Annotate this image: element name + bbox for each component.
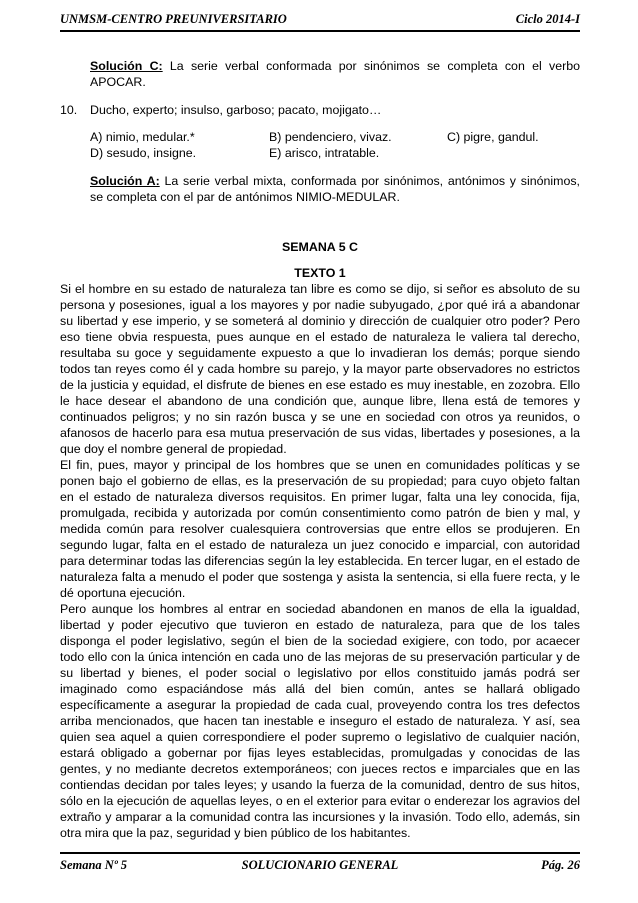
footer-rule xyxy=(60,852,580,854)
page-header xyxy=(60,9,580,29)
question-options xyxy=(90,129,580,161)
reading-passage xyxy=(60,281,580,841)
solution-c-block xyxy=(90,58,580,90)
passage-paragraph-2: El fin, pues, mayor y principal de los hombres que se unen en comunidades políticas y se ponen bajo el gobierno de ellas, es la preservación de su propiedad; para cuyo objeto faltan en el estado de naturaleza diversos requisitos. En primer lugar, falta una ley conocida, fija, promulgada, recibida y autorizada por común consentimiento como patrón de bien y mal, y medida común para resolver cualesquiera controversias que entre ellos se produjeren. En segundo lugar, falta en el estado de naturaleza un juez conocido e imparcial, con autoridad para determinar todas las diferencias según la ley establecida. En tercer lugar, en el estado de naturaleza falta a menudo el poder que sostenga y asista la sentencia, si ella fuere recta, y le dé oportuna ejecución. xyxy=(60,458,580,600)
header-cycle: Ciclo 2014-I xyxy=(515,11,580,26)
week-heading: SEMANA 5 C xyxy=(282,240,358,254)
option-c: C) pigre, gandul. xyxy=(447,130,539,144)
solution-a-block xyxy=(90,173,580,205)
option-d: D) sesudo, insigne. xyxy=(90,146,197,160)
solution-c-label: Solución C: xyxy=(90,59,163,73)
solution-a-text: La serie verbal mixta, conformada por sinónimos, antónimos y sinónimos, se completa con el par de antónimos NIMIO-MEDULAR. xyxy=(90,174,580,204)
question-10 xyxy=(60,102,580,118)
options-row-1 xyxy=(90,129,580,145)
passage-paragraph-3: Pero aunque los hombres al entrar en sociedad abandonen en manos de ella la igualdad, libertad y poder ejecutivo que tuvieron en estado de naturaleza, para que de los tales disponga el poder legislativo, según el bien de la sociedad exigiere, con todo, por acaecer todo ello con la única intención en cada uno de las mejoras de su preservación particular y de su libertad y bienes, el poder social o legislativo por ellos constituido jamás podrá ser imaginado como espaciándose más allá del bien común, antes se hallará obligado específicamente a asegurar la propiedad de cada cual, proveyendo contra los tres defectos arriba mencionados, que hacen tan inestable e inseguro el estado de naturaleza. Y así, sea quien sea aquel a quien correspondiere el poder supremo o legislativo de cualquier nación, estará obligado a gobernar por fijas leyes establecidas, promulgadas y conocidas de las gentes, y no mediante decretos extemporáneos; con jueces rectos e imparciales que en las contiendas decidan por tales leyes; y usando la fuerza de la comunidad, dentro de sus hitos, sólo en la ejecución de aquellas leyes, o en el exterior para evitar o enderezar los agravios del extraño y amparar a la comunidad contra las incursiones y la invasión. Todo ello, además, sin otra mira que la paz, seguridad y bien público de los habitantes. xyxy=(60,602,580,840)
question-number: 10. xyxy=(60,103,78,117)
question-text: Ducho, experto; insulso, garboso; pacato, mojigato… xyxy=(90,103,382,117)
footer-page-number: Pág. 26 xyxy=(541,857,580,872)
footer-week: Semana Nº 5 xyxy=(60,857,127,872)
option-e: E) arisco, intratable. xyxy=(269,146,380,160)
page-footer xyxy=(60,855,580,875)
options-row-2 xyxy=(90,145,580,161)
solution-c-text: La serie verbal conformada por sinónimos se completa con el verbo APOCAR. xyxy=(90,59,580,89)
text-heading: TEXTO 1 xyxy=(294,266,346,280)
footer-title: SOLUCIONARIO GENERAL xyxy=(241,857,399,872)
solution-a-label: Solución A: xyxy=(90,174,160,188)
page-content xyxy=(60,58,580,841)
header-institution: UNMSM-CENTRO PREUNIVERSITARIO xyxy=(60,11,287,26)
passage-paragraph-1: Si el hombre en su estado de naturaleza tan libre es como se dijo, si señor es absoluto de su persona y posesiones, igual a los mayores y por nadie subyugado, ¿por qué irá a abandonar su libertad y ese imperio, y se someterá al dominio y dirección de cualquier otro poder? Pero eso tiene obvia respuesta, pues aunque en el estado de naturaleza le valiera tal derecho, resultaba su goce y seguidamente expuesto a que lo invadieran los demás; porque siendo todos tan reyes como él y cada hombre su parejo, y la mayor parte observadores no estrictos de la justicia y equidad, el disfrute de bienes en ese estado es muy inestable, en zozobra. Ello le hace desear el abandono de una condición que, aunque libre, llena está de temores y continuados peligros; y no sin razón busca y se une en sociedad con otros ya reunidos, o afanosos de hacerlo para esa mutua preservación de sus vidas, libertades y posesiones, a la que doy el nombre general de propiedad. xyxy=(60,282,580,456)
option-b: B) pendenciero, vivaz. xyxy=(269,130,392,144)
header-rule xyxy=(60,30,580,32)
option-a: A) nimio, medular.* xyxy=(90,130,195,144)
